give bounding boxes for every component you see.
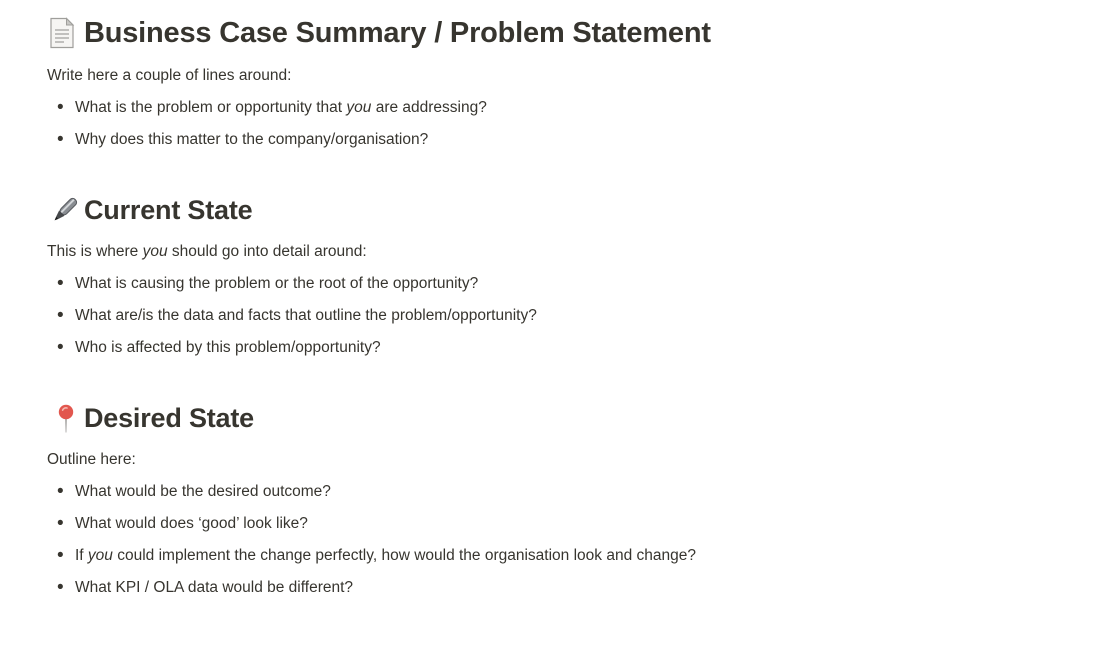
bullet-list bbox=[47, 480, 1072, 600]
text-segment: What KPI / OLA data would be different? bbox=[75, 579, 354, 596]
page-title-text: Business Case Summary / Problem Statement bbox=[84, 17, 711, 49]
text-segment: This is where bbox=[47, 243, 143, 260]
page-title bbox=[47, 14, 1072, 52]
italic-text-segment: you bbox=[346, 99, 372, 116]
text-segment: Write here a couple of lines around: bbox=[47, 67, 292, 84]
text-segment: Outline here: bbox=[47, 451, 136, 468]
bullet-list bbox=[47, 272, 1072, 360]
round-pushpin-icon bbox=[47, 404, 84, 434]
list-item bbox=[75, 336, 1072, 360]
list-item bbox=[75, 128, 1072, 152]
text-segment: What is causing the problem or the root of the opportunity? bbox=[75, 275, 479, 292]
bullet-list bbox=[47, 96, 1072, 152]
italic-text-segment: you bbox=[87, 547, 113, 564]
intro-paragraph bbox=[47, 64, 1072, 88]
list-item bbox=[75, 272, 1072, 296]
text-segment: are addressing? bbox=[371, 99, 487, 116]
pen-icon bbox=[47, 196, 84, 226]
section-heading-text: Current State bbox=[84, 195, 253, 225]
intro-paragraph bbox=[47, 240, 1072, 264]
section-heading-text: Desired State bbox=[84, 403, 254, 433]
text-segment: Who is affected by this problem/opportunity? bbox=[75, 339, 381, 356]
section-heading-current-state bbox=[47, 194, 1072, 227]
text-segment: Why does this matter to the company/organisation? bbox=[75, 131, 429, 148]
intro-paragraph bbox=[47, 448, 1072, 472]
text-segment: If bbox=[75, 547, 88, 564]
section-heading-desired-state bbox=[47, 402, 1072, 435]
page-facing-up-icon bbox=[47, 17, 84, 49]
document-content bbox=[0, 14, 1112, 600]
list-item bbox=[75, 544, 1072, 568]
list-item bbox=[75, 304, 1072, 328]
text-segment: should go into detail around: bbox=[167, 243, 367, 260]
list-item bbox=[75, 96, 1072, 120]
list-item bbox=[75, 512, 1072, 536]
text-segment: What is the problem or opportunity that bbox=[75, 99, 347, 116]
text-segment: What are/is the data and facts that outline the problem/opportunity? bbox=[75, 307, 537, 324]
text-segment: could implement the change perfectly, how would the organisation look and change? bbox=[112, 547, 696, 564]
italic-text-segment: you bbox=[142, 243, 168, 260]
text-segment: What would be the desired outcome? bbox=[75, 483, 331, 500]
list-item bbox=[75, 576, 1072, 600]
text-segment: What would does ‘good’ look like? bbox=[75, 515, 308, 532]
list-item bbox=[75, 480, 1072, 504]
